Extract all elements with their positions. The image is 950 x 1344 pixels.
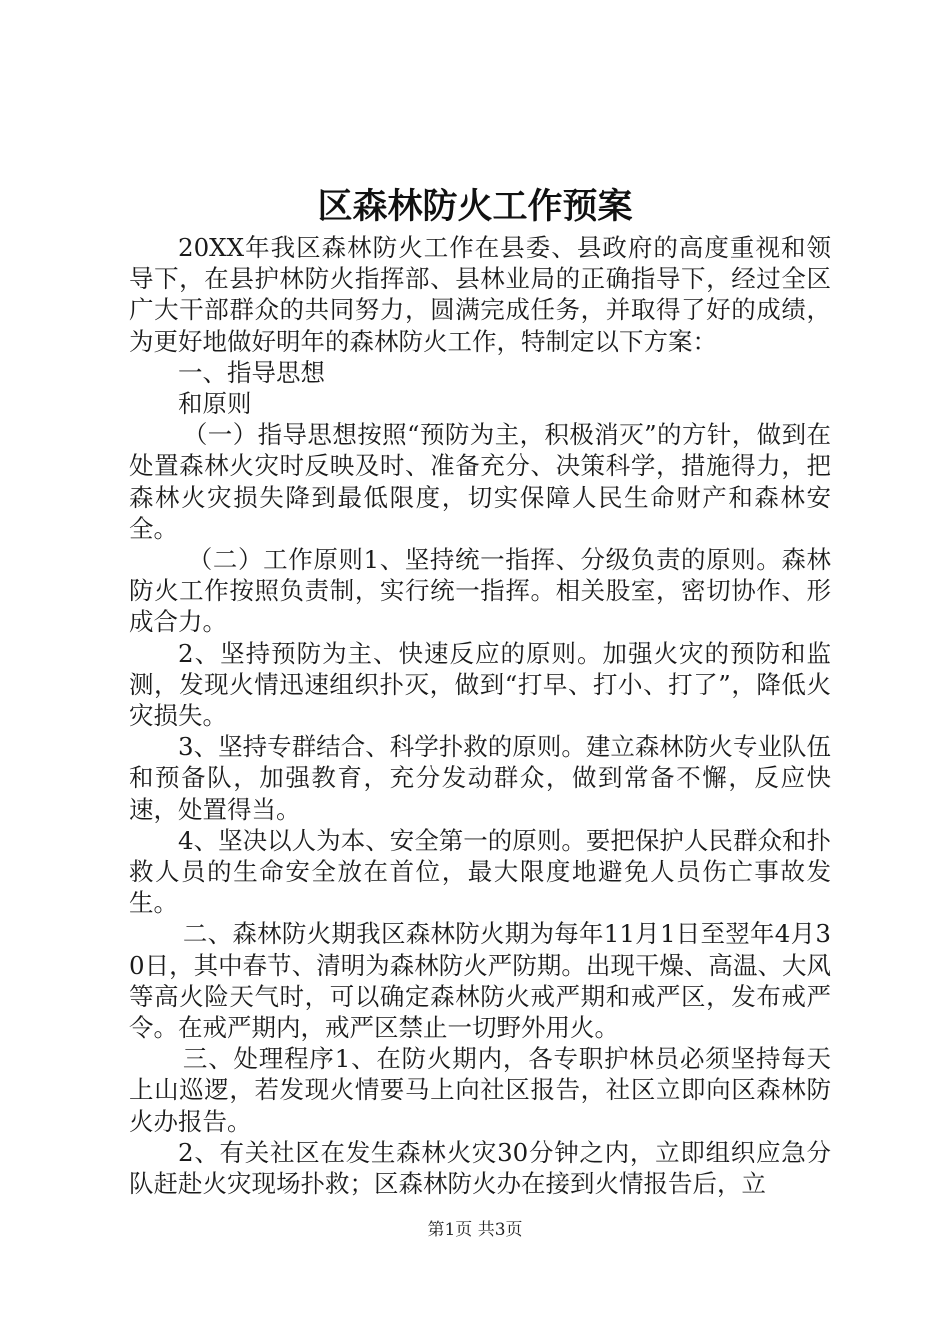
paragraph: 2、有关社区在发生森林火灾30分钟之内，立即组织应急分队赶赴火灾现场扑救；区森林防火办在接到火情报告后，立 — [129, 1137, 831, 1199]
paragraph: 三、处理程序1、在防火期内，各专职护林员必须坚持每天上山巡逻，若发现火情要马上向社区报告，社区立即向区森林防火办报告。 — [129, 1044, 831, 1136]
paragraph: 20XX年我区森林防火工作在县委、县政府的高度重视和领导下，在县护林防火指挥部、县林业局的正确指导下，经过全区广大干部群众的共同努力，圆满完成任务，并取得了好的成绩，为更好地做好明年的森林防火工作，特制定以下方案： — [129, 233, 831, 356]
paragraph: 2、坚持预防为主、快速反应的原则。加强火灾的预防和监测，发现火情迅速组织扑灭，做到“打早、打小、打了”，降低火灾损失。 — [129, 638, 831, 731]
paragraph: 一、指导思想 — [178, 357, 325, 387]
paragraph: （一）指导思想按照“预防为主，积极消灭”的方针，做到在处置森林火灾时反映及时、准备充分、决策科学，措施得力，把森林火灾损失降到最低限度，切实保障人民生命财产和森林安全。 — [129, 420, 831, 543]
paragraph: 和原则 — [178, 389, 252, 419]
page-footer: 第1页 共3页 — [427, 1220, 523, 1240]
paragraph: 4、坚决以人为本、安全第一的原则。要把保护人民群众和扑救人员的生命安全放在首位，最大限度地避免人员伤亡事故发生。 — [129, 825, 831, 918]
paragraph: 二、森林防火期我区森林防火期为每年11月1日至翌年4月30日，其中春节、清明为森林防火严防期。出现干燥、高温、大风等高火险天气时，可以确定森林防火戒严期和戒严区，发布戒严令。在戒严期内，戒严区禁止一切野外用火。 — [129, 919, 831, 1043]
document-body — [129, 232, 831, 1199]
paragraph: （二）工作原则1、坚持统一指挥、分级负责的原则。森林防火工作按照负责制，实行统一指挥。相关股室，密切协作、形成合力。 — [129, 545, 831, 637]
paragraph: 3、坚持专群结合、科学扑救的原则。建立森林防火专业队伍和预备队，加强教育，充分发动群众，做到常备不懈，反应快速，处置得当。 — [129, 732, 831, 824]
document-title: 区森林防火工作预案 — [317, 186, 633, 227]
